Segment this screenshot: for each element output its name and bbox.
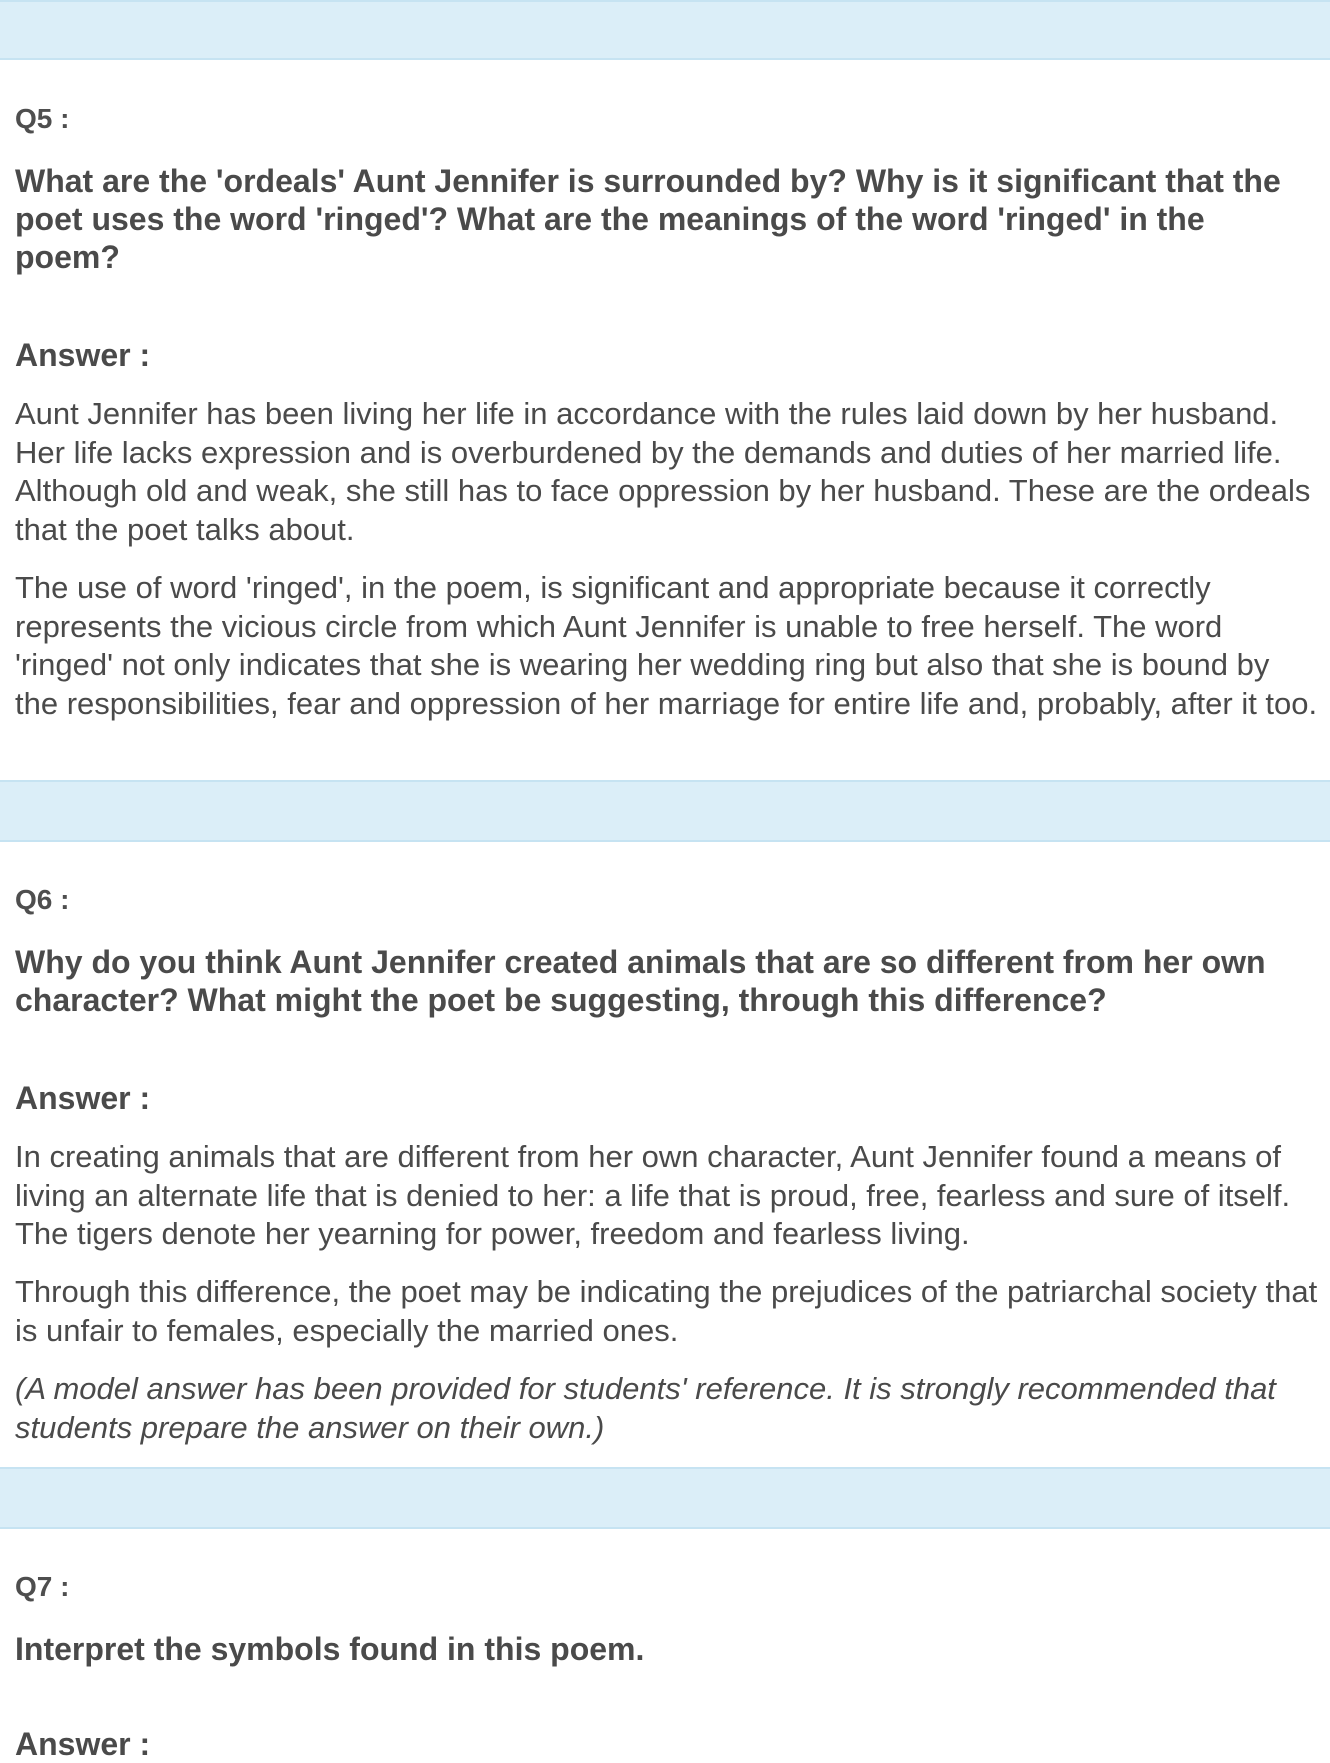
- question-number: Q5 :: [15, 103, 70, 134]
- question-number: Q6 :: [15, 884, 70, 915]
- question-text: What are the 'ordeals' Aunt Jennifer is surrounded by? Why is it significant that the poet uses the word 'ringed'? What are the meanings of the word 'ringed' in the poem?: [15, 163, 1281, 275]
- answer-label: Answer :: [15, 337, 151, 373]
- section-divider: [0, 780, 1330, 842]
- question-text: Interpret the symbols found in this poem.: [15, 1631, 645, 1667]
- answer-label: Answer :: [15, 1080, 151, 1116]
- question-number: Q7 :: [15, 1571, 70, 1602]
- section-divider-top: [0, 0, 1330, 60]
- question-text: Why do you think Aunt Jennifer created animals that are so different from her own character? What might the poet be suggesting, through this difference?: [15, 944, 1266, 1018]
- answer-label: Answer :: [15, 1726, 151, 1762]
- model-answer-note: (A model answer has been provided for students' reference. It is strongly recommended that students prepare the answer on their own.): [15, 1371, 1276, 1445]
- answer-paragraph: In creating animals that are different from her own character, Aunt Jennifer found a means of living an alternate life that is denied to her: a life that is proud, free, fearless and sure of itself. The tigers denote her yearning for power, freedom and fearless living.: [15, 1139, 1291, 1251]
- answer-paragraph: The use of word 'ringed', in the poem, is significant and appropriate because it correctly represents the vicious circle from which Aunt Jennifer is unable to free herself. The word 'ringed' not only indicates that she is wearing her wedding ring but also that she is bound by the responsibilities, fear and oppression of her marriage for entire life and, probably, after it too.: [15, 570, 1318, 721]
- section-divider: [0, 1467, 1330, 1529]
- answer-paragraph: Through this difference, the poet may be indicating the prejudices of the patriarchal society that is unfair to females, especially the married ones.: [15, 1274, 1318, 1348]
- answer-paragraph: Aunt Jennifer has been living her life in accordance with the rules laid down by her husband. Her life lacks expression and is overburdened by the demands and duties of her married life. Although old and weak, she still has to face oppression by her husband. These are the ordeals that the poet talks about.: [15, 396, 1311, 547]
